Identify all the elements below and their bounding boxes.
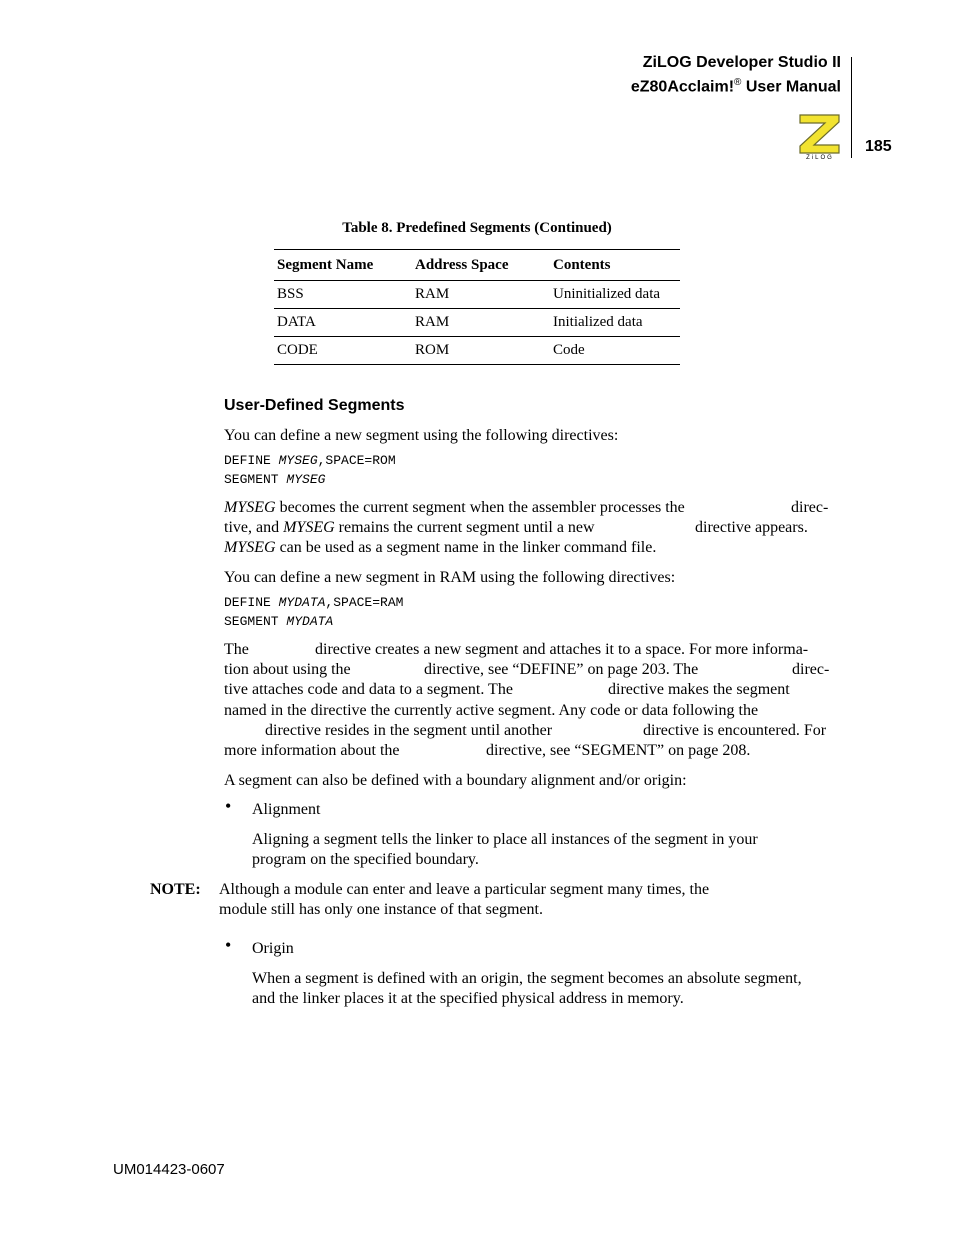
- header-rule: [851, 57, 852, 158]
- svg-text:ZiLOG: ZiLOG: [806, 155, 834, 160]
- table-header-row: [274, 250, 680, 281]
- note-text-line: module still has only one instance of that segment.: [219, 901, 543, 918]
- paragraph-line: directive creates a new segment and attaches it to a space. For more informa-: [315, 641, 809, 658]
- doc-title-line2: eZ80Acclaim!® User Manual: [630, 77, 841, 96]
- paragraph-line: tive attaches code and data to a segment. The: [224, 681, 513, 698]
- intro-paragraph: You can define a new segment in RAM using the following directives:: [224, 569, 676, 586]
- bullet-icon: •: [225, 935, 232, 955]
- note-text-line: Although a module can enter and leave a particular segment many times, the: [219, 881, 710, 898]
- column-header: Address Space: [415, 256, 509, 273]
- page-number: 185: [865, 138, 892, 155]
- bullet-text-line: and the linker places it at the specified physical address in memory.: [252, 990, 684, 1007]
- code-line: DEFINE MYSEG,SPACE=ROM: [224, 453, 396, 468]
- table-cell: RAM: [415, 314, 450, 330]
- code-line: SEGMENT MYDATA: [224, 614, 334, 629]
- table-cell: Uninitialized data: [553, 286, 661, 302]
- table-cell: ROM: [415, 342, 450, 358]
- bullet-title: Alignment: [252, 801, 321, 818]
- paragraph-line: The: [224, 641, 249, 658]
- zilog-logo-icon: [796, 112, 844, 160]
- table-cell: BSS: [277, 286, 304, 302]
- column-header: Contents: [553, 256, 611, 273]
- paragraph-line: directive, see “SEGMENT” on page 208.: [486, 742, 751, 759]
- paragraph-line: MYSEG can be used as a segment name in the linker command file.: [224, 539, 657, 556]
- table-cell: Initialized data: [553, 314, 643, 330]
- paragraph-line: tion about using the: [224, 661, 351, 678]
- table-row: [274, 337, 680, 365]
- paragraph-line: direc-: [791, 499, 829, 516]
- table-row: [274, 281, 680, 309]
- paragraph-line: named in the directive the currently active segment. Any code or data following the: [224, 702, 759, 719]
- table-cell: RAM: [415, 286, 450, 302]
- paragraph-line: directive, see “DEFINE” on page 203. The: [424, 661, 699, 678]
- column-header: Segment Name: [277, 256, 374, 273]
- code-line: DEFINE MYDATA,SPACE=RAM: [224, 595, 404, 610]
- table-cell: Code: [553, 342, 585, 358]
- paragraph-line: directive resides in the segment until another: [265, 722, 553, 739]
- predefined-segments-table: [274, 249, 680, 365]
- code-line: SEGMENT MYSEG: [224, 472, 326, 487]
- doc-title-line1: ZiLOG Developer Studio II: [642, 54, 841, 71]
- bullet-icon: •: [225, 796, 232, 816]
- paragraph-line: directive makes the segment: [608, 681, 790, 698]
- paragraph-line: directive is encountered. For: [643, 722, 827, 739]
- paragraph-line: directive appears.: [695, 519, 808, 536]
- bullet-text-line: program on the specified boundary.: [252, 851, 479, 868]
- bullet-title: Origin: [252, 940, 294, 957]
- paragraph: A segment can also be defined with a boundary alignment and/or origin:: [224, 772, 687, 789]
- bullet-text-line: When a segment is defined with an origin, the segment becomes an absolute segment,: [252, 970, 802, 987]
- paragraph-line: tive, and MYSEG remains the current segment until a new: [224, 519, 595, 536]
- table-cell: DATA: [277, 314, 316, 330]
- table-caption: Table 8. Predefined Segments (Continued): [342, 220, 612, 236]
- paragraph-line: direc-: [792, 661, 830, 678]
- table-row: [274, 309, 680, 337]
- paragraph-line: more information about the: [224, 742, 400, 759]
- section-heading: User-Defined Segments: [224, 397, 405, 414]
- bullet-text-line: Aligning a segment tells the linker to place all instances of the segment in your: [252, 831, 758, 848]
- table-cell: CODE: [277, 342, 318, 358]
- document-id: UM014423-0607: [113, 1161, 225, 1178]
- note-label: NOTE:: [150, 881, 201, 898]
- intro-paragraph: You can define a new segment using the following directives:: [224, 427, 619, 444]
- zilog-logo: [796, 112, 844, 160]
- paragraph-line: MYSEG becomes the current segment when the assembler processes the: [224, 499, 685, 516]
